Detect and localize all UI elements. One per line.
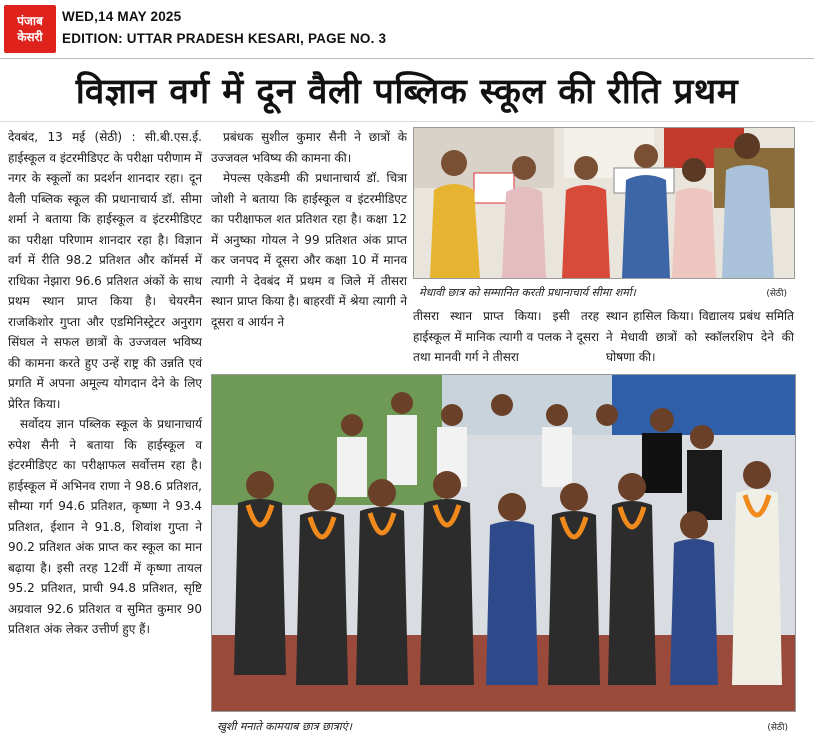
photo-2-caption-text: खुशी मनाते कामयाब छात्र छात्राएं।: [217, 719, 352, 733]
article-column-4: [606, 306, 794, 368]
students-celebration-photo: [211, 374, 796, 712]
article-paragraph: सर्वोदय ज्ञान पब्लिक स्कूल के प्रधानाचार्य रुपेश सैनी ने बताया कि हाईस्कूल व इंटरमीडिएट का परीक्षाफल सर्वोत्तम रहा है। हाईस्कूल में अभिनव राणा ने 98.6 प्रतिशत, सौम्या गर्ग 94.6 प्रतिशत, कृष्णा ने 93.4 प्रतिशत, ईशान ने 91.8, शिवांश गुप्ता ने 90.2 प्रतिशत अंक प्राप्त कर स्कूल का मान बढ़ाया है। इसी तरह 12वीं में कृष्णा तायल 95.2 प्रतिशत, प्राची 94.8 प्रतिशत, सृष्टि अग्रवाल 92.6 प्रतिशत व सुमित कुमार 90 प्रतिशत अंक लेकर उत्तीर्ण हुए हैं।: [8, 417, 202, 636]
logo-line-1: पंजाब: [17, 14, 43, 28]
headline-divider: [0, 121, 814, 122]
article-paragraph: स्थान हासिल किया। विद्यालय प्रबंध समिति ने मेधावी छात्रों को स्कॉलरशिप देने की घोषणा की।: [606, 309, 794, 364]
article-paragraph: देवबंद, 13 मई (सेठी) : सी.बी.एस.ई. हाईस्कूल व इंटरमीडिएट के परीक्षा परीणाम में नगर के स्कूलों का प्रदर्शन शानदार रहा। दून वैली पब्लिक स्कूल की प्रधानाचार्य डॉ. सीमा शर्मा ने बताया कि हाईस्कूल व इंटरमीडिएट का परीक्षा परिणाम शानदार रहा है। विज्ञान वर्ग में रीति 98.2 प्रतिशत और कॉमर्स में राधिका नेझारा 96.6 प्रतिशत अंकों के साथ प्रथम स्थान प्राप्त किया है। चेयरमैन राजकिशोर गुप्ता और एडमिनिस्ट्रेटर अनुराग सिंघल ने सफल छात्रों के उज्जवल भविष्य की कामना करते हुए उन्हें राष्ट्र की उन्नति एवं प्रगति में अपना अमूल्य योगदान देने के लिए प्रेरित किया।: [8, 130, 202, 411]
photo-2-caption: [211, 712, 794, 740]
edition-info: EDITION: UTTAR PRADESH KESARI, PAGE NO. 3: [62, 31, 387, 46]
article-column-2: [211, 127, 407, 332]
article-paragraph: प्रबंधक सुशील कुमार सैनी ने छात्रों के उज्जवल भविष्य की कामना की।: [211, 130, 407, 165]
header-divider: [0, 58, 814, 59]
article-paragraph: मेपल्स एकेडमी की प्रधानाचार्य डॉ. चित्रा जोशी ने बताया कि हाईस्कूल व इंटरमीडिएट का परीक्षाफल शत प्रतिशत रहा है। कक्षा 12 में अनुष्का गोयल ने 99 प्रतिशत अंक प्राप्त कर जनपद में दूसरा और कक्षा 10 में मानव त्यागी ने देवबंद में प्रथम व जिले में तीसरा स्थान प्राप्त किया है। बाहरवीं में श्रेया त्यागी ने दूसरा व आर्यन ने: [211, 171, 407, 329]
article-column-3: [413, 306, 599, 368]
photo-1-caption: [413, 280, 793, 304]
photo-1-credit: (सेठी): [766, 288, 787, 299]
award-ceremony-photo: [413, 127, 795, 279]
article-paragraph: तीसरा स्थान प्राप्त किया। इसी तरह हाईस्कूल में मानिक त्यागी व पलक ने दूसरा तथा मानवी गर्ग ने तीसरा: [413, 309, 599, 364]
headline: विज्ञान वर्ग में दून वैली पब्लिक स्कूल की रीति प्रथम: [75, 72, 739, 112]
edition-date: WED,14 MAY 2025: [62, 9, 182, 24]
article-column-1: [8, 127, 202, 640]
photo-1-caption-text: मेधावी छात्र को सम्मानित करती प्रधानाचार्य सीमा शर्मा।: [419, 285, 636, 299]
photo-2-credit: (सेठी): [767, 722, 788, 733]
logo-line-2: केसरी: [17, 30, 43, 44]
newspaper-logo: [4, 5, 56, 53]
